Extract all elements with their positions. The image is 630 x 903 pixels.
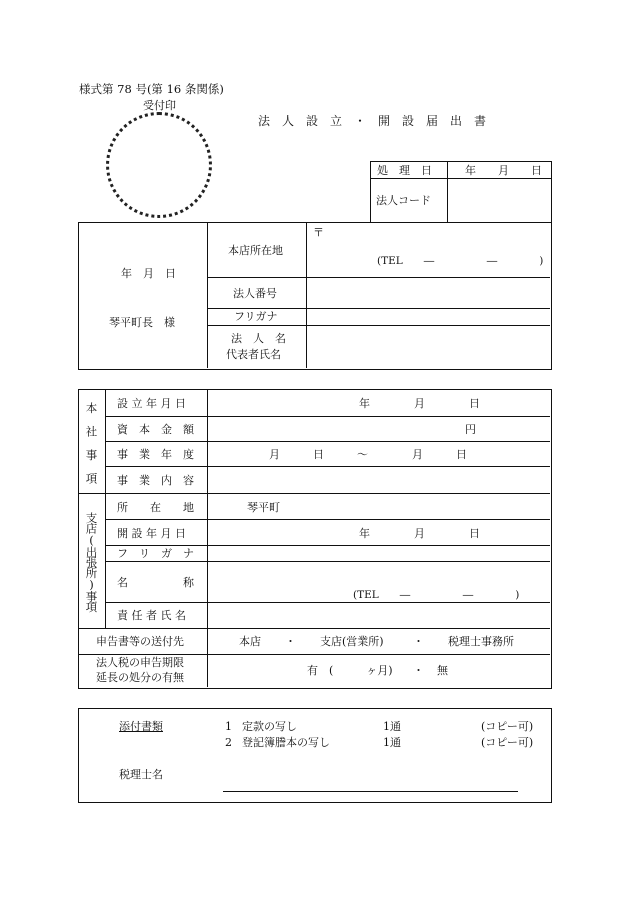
branch-manager-label: 責 任 者 氏 名 [117,609,186,622]
delivery-dot-1: ・ [285,635,296,648]
representative-label: 代表者氏名 [226,348,281,361]
extension-dot: ・ [413,664,424,677]
extension-label-line1: 法人税の申告期限 [96,656,184,669]
processing-date-label: 処 理 日 [377,164,432,177]
delivery-option-branch[interactable]: 支店(営業所) [320,635,384,648]
attachment-1-name: 定款の写し [242,720,297,733]
branch-location-label: 所 在 地 [117,501,194,514]
established-date-label: 設 立 年 月 日 [117,397,186,410]
attachment-2-name: 登記簿謄本の写し [242,736,330,749]
branch-open-date-label: 開 設 年 月 日 [117,527,186,540]
receipt-stamp-circle [106,112,212,218]
addressee: 琴平町長 様 [109,316,175,329]
delivery-label: 申告書等の送付先 [96,635,184,648]
corp-number-label: 法人番号 [233,287,277,300]
branch-open-date-value[interactable]: 年 月 日 [359,527,480,540]
fiscal-year-label: 事 業 年 度 [117,448,194,461]
branch-location-value[interactable]: 琴平町 [247,501,280,514]
established-date-value[interactable]: 年 月 日 [359,397,480,410]
attachment-1-no: 1 [225,720,232,733]
extension-yes-option[interactable]: 有 ( ヶ月) [307,664,393,677]
applicant-box [78,222,552,370]
office-use-box [370,161,552,223]
branch-section-label: 支店(出張所)事項 [84,512,99,612]
receipt-stamp-label: 受付印 [143,99,176,112]
business-content-label: 事 業 内 容 [117,474,194,487]
tax-accountant-label: 税理士名 [119,768,163,781]
attachments-label: 添付書類 [119,720,163,733]
branch-tel[interactable]: (TEL ― ― ) [353,589,520,601]
extension-no-option[interactable]: 無 [437,664,448,677]
branch-furigana-label: フ リ ガ ナ [117,547,194,560]
attachment-1-count: 1通 [383,720,401,733]
head-office-tel[interactable]: (TEL ― ― ) [377,255,544,267]
fiscal-year-value[interactable]: 月 日 ～ 月 日 [269,448,467,461]
page-title: 法 人 設 立 ・ 開 設 届 出 書 [258,114,487,128]
postal-mark: 〒 [313,226,324,239]
extension-label-line2: 延長の処分の有無 [96,671,184,684]
attachment-2-count: 1通 [383,736,401,749]
attachment-2-note: (コピー可) [481,736,534,749]
head-office-label: 本店所在地 [228,244,283,257]
tax-accountant-signature-line[interactable] [223,791,518,792]
application-date[interactable]: 年 月 日 [121,267,176,280]
form-number: 様式第 78 号(第 16 条関係) [79,82,224,96]
delivery-dot-2: ・ [413,635,424,648]
delivery-option-accountant[interactable]: 税理士事務所 [448,635,514,648]
attachments-box [78,708,552,803]
furigana-label: フリガナ [234,310,278,323]
branch-name-label: 名 称 [117,576,194,589]
details-box [78,389,552,689]
capital-label: 資 本 金 額 [117,423,194,436]
corp-name-label: 法 人 名 [231,332,286,345]
processing-date-value: 年 月 日 [465,164,542,177]
capital-value[interactable]: 円 [465,423,476,436]
delivery-option-head[interactable]: 本店 [239,635,261,648]
head-office-section-label: 本社事項 [84,402,99,496]
attachment-1-note: (コピー可) [481,720,534,733]
corporate-code-label: 法人コード [376,194,431,207]
attachment-2-no: 2 [225,736,232,749]
